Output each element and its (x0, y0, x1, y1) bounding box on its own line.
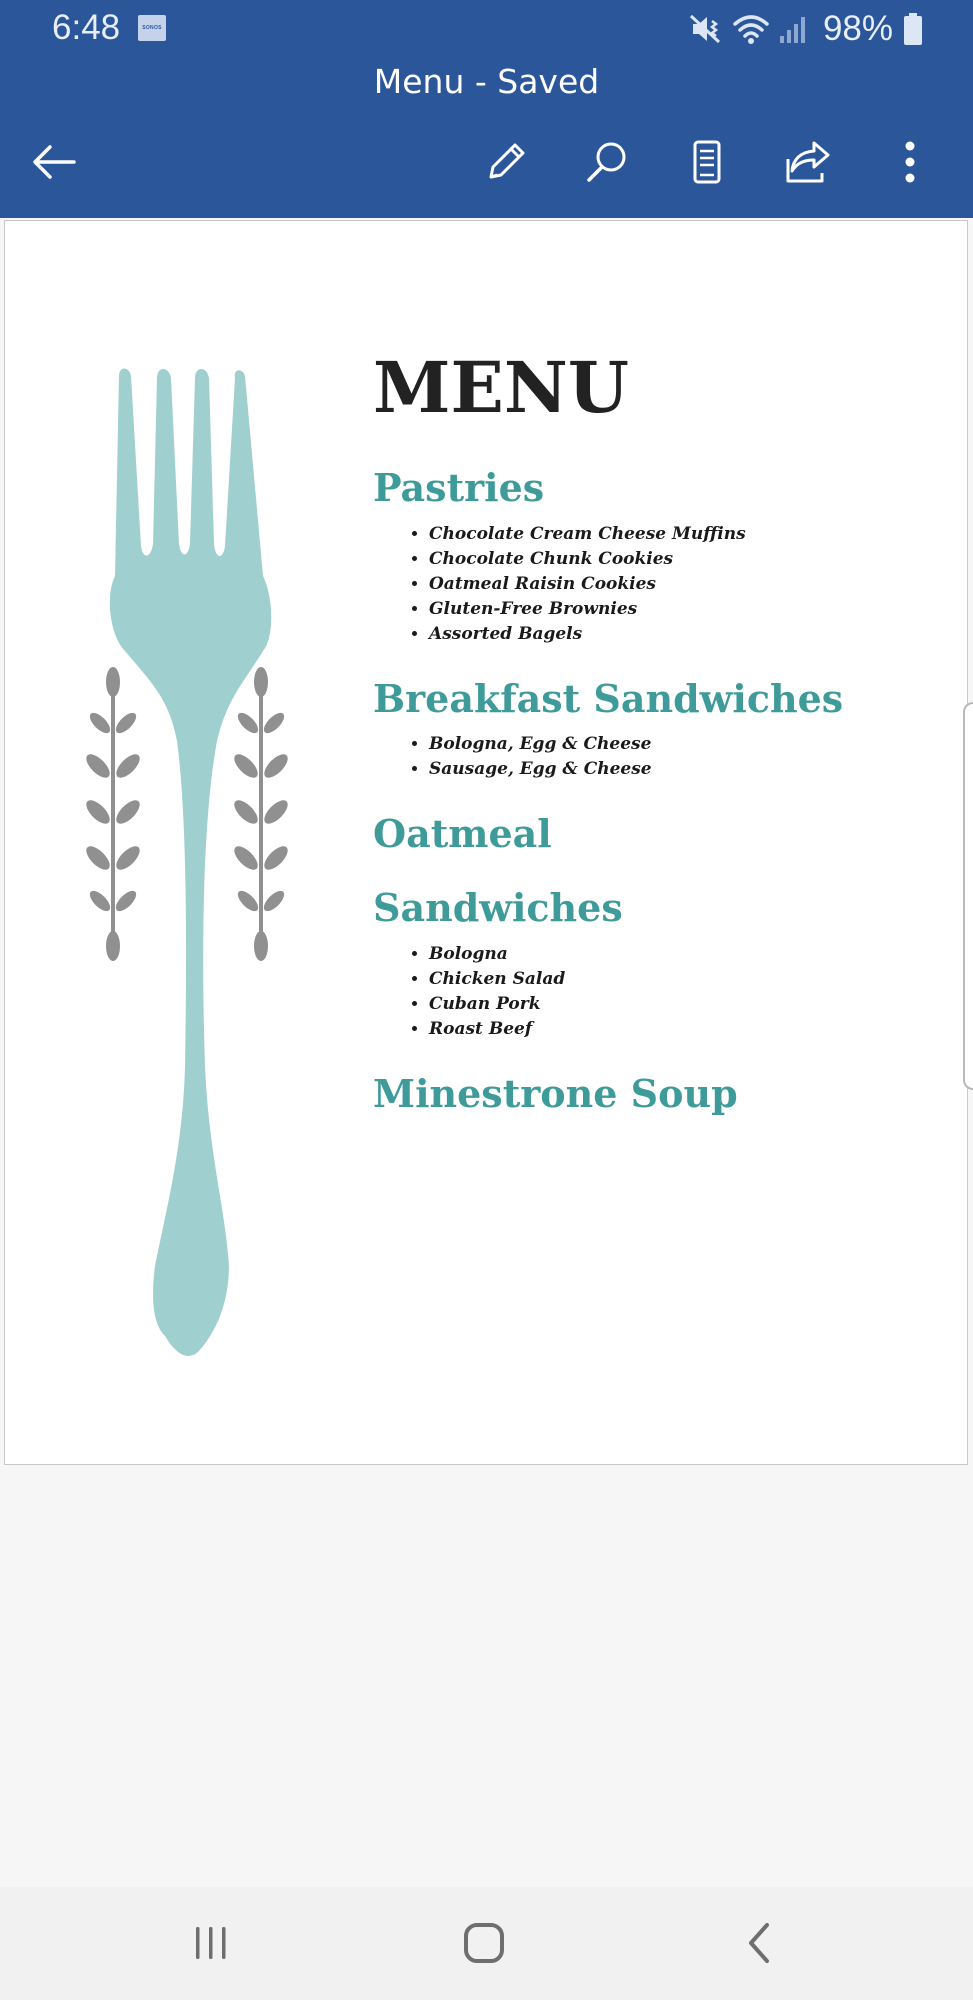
section-heading: Oatmeal (373, 811, 552, 857)
menu-content (373, 346, 953, 1145)
share-button[interactable] (782, 136, 834, 188)
status-bar (0, 0, 973, 58)
list-item: • Chicken Salad (429, 967, 953, 992)
home-button[interactable] (448, 1907, 520, 1979)
back-arrow-icon (30, 142, 78, 182)
section-heading: Pastries (373, 465, 545, 510)
document-page[interactable] (4, 220, 968, 1465)
edge-panel-handle[interactable] (963, 702, 973, 1090)
edit-button[interactable] (480, 136, 532, 188)
list-item: • Chocolate Cream Cheese Muffins (429, 522, 953, 547)
pencil-icon (483, 139, 529, 185)
battery-icon (903, 12, 923, 46)
share-icon (784, 139, 832, 185)
section-heading: Minestrone Soup (373, 1070, 738, 1116)
search-icon (584, 139, 630, 185)
list-item: • Bologna (429, 942, 953, 967)
menu-title: MENU (373, 346, 629, 429)
section-heading: Breakfast Sandwiches (373, 675, 844, 721)
app-bar (0, 0, 973, 218)
search-button[interactable] (581, 136, 633, 188)
list-item: • Oatmeal Raisin Cookies (429, 572, 953, 597)
wifi-icon (733, 12, 769, 46)
home-icon (462, 1921, 506, 1965)
battery-percent: 98% (822, 9, 893, 48)
vibrate-mute-icon (689, 12, 723, 46)
section-breakfast-sandwiches (373, 677, 953, 783)
section-pastries (373, 466, 953, 647)
more-options-button[interactable] (884, 136, 936, 188)
recent-apps-button[interactable] (175, 1907, 247, 1979)
item-list (373, 522, 953, 647)
list-item: • Sausage, Egg & Cheese (429, 757, 953, 782)
list-item: • Roast Beef (429, 1017, 953, 1042)
list-item: • Cuban Pork (429, 992, 953, 1017)
item-list (373, 942, 953, 1042)
recent-apps-icon (191, 1925, 231, 1961)
back-button[interactable] (28, 136, 80, 188)
fork-illustration (85, 346, 305, 1446)
mobile-view-button[interactable] (681, 136, 733, 188)
sonos-notification-icon: SONOS (138, 15, 166, 41)
list-item: • Assorted Bagels (429, 622, 953, 647)
section-heading: Sandwiches (373, 885, 623, 931)
system-nav-bar (0, 1887, 973, 2000)
list-item: • Gluten-Free Brownies (429, 597, 953, 622)
leaf-sprig-right-icon (230, 667, 291, 961)
item-list (373, 732, 953, 782)
more-options-icon (900, 139, 920, 185)
status-icons (689, 8, 923, 50)
section-oatmeal (373, 812, 953, 856)
list-item: • Chocolate Chunk Cookies (429, 547, 953, 572)
section-minestrone-soup (373, 1072, 953, 1116)
system-back-button[interactable] (722, 1907, 794, 1979)
document-title: Menu - Saved (373, 62, 600, 101)
cell-signal-icon (779, 14, 809, 44)
status-time: 6:48 (52, 8, 121, 47)
system-back-icon (743, 1921, 773, 1965)
list-item: • Bologna, Egg & Cheese (429, 732, 953, 757)
leaf-sprig-left-icon (85, 667, 144, 961)
mobile-view-icon (687, 139, 727, 185)
section-sandwiches (373, 886, 953, 1042)
